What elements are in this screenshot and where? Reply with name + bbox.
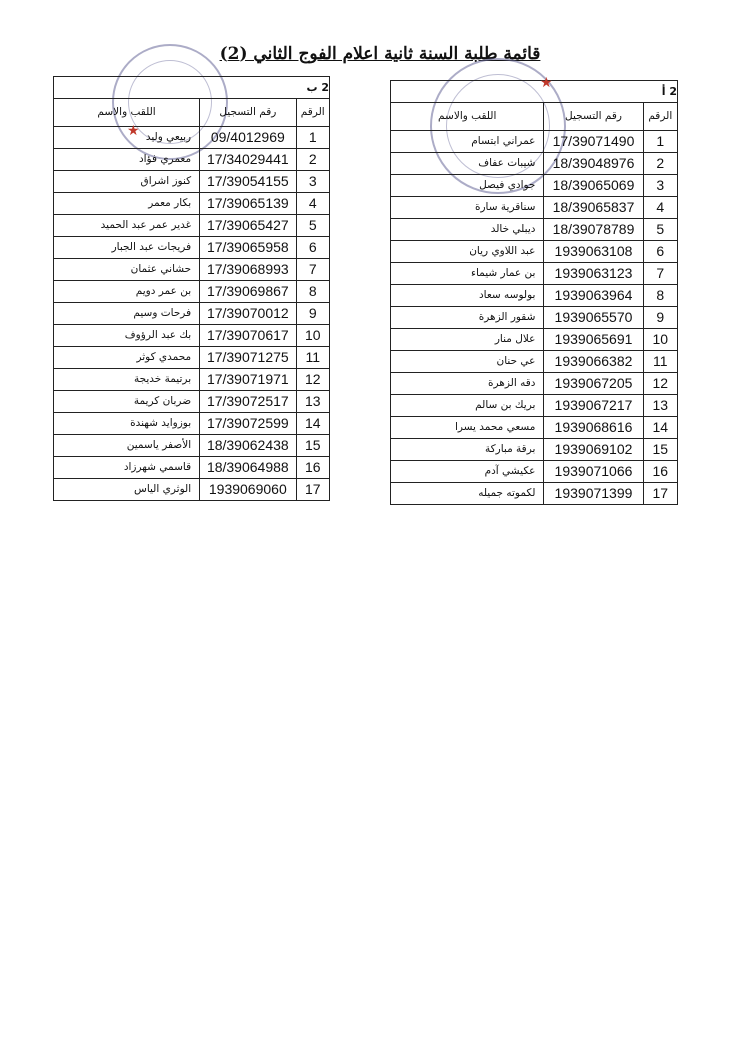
student-name: بن عمر دويم bbox=[54, 281, 200, 303]
student-name: بن عمار شيماء bbox=[391, 263, 544, 285]
group-label: 2 أ bbox=[391, 81, 678, 103]
table-row bbox=[391, 307, 678, 329]
student-name: بولوسه سعاد bbox=[391, 285, 544, 307]
student-name: شيبات عفاف bbox=[391, 153, 544, 175]
row-number: 5 bbox=[296, 215, 329, 237]
row-number: 12 bbox=[643, 373, 677, 395]
row-number: 11 bbox=[643, 351, 677, 373]
registration-number: 1939065570 bbox=[544, 307, 643, 329]
row-number: 2 bbox=[643, 153, 677, 175]
row-number: 13 bbox=[643, 395, 677, 417]
table-row bbox=[391, 395, 678, 417]
student-name: لكموته جميله bbox=[391, 483, 544, 505]
registration-number: 1939067205 bbox=[544, 373, 643, 395]
registration-number: 1939071399 bbox=[544, 483, 643, 505]
header-registration: رقم التسجيل bbox=[544, 103, 643, 131]
table-row bbox=[54, 237, 330, 259]
student-name: غدير عمر عبد الحميد bbox=[54, 215, 200, 237]
table-row bbox=[54, 435, 330, 457]
table-row bbox=[54, 303, 330, 325]
header-name: اللقب والاسم bbox=[391, 103, 544, 131]
registration-number: 1939065691 bbox=[544, 329, 643, 351]
registration-number: 18/39064988 bbox=[200, 457, 296, 479]
star-icon: ★ bbox=[540, 75, 553, 91]
table-row bbox=[391, 483, 678, 505]
registration-number: 17/39071490 bbox=[544, 131, 643, 153]
registration-number: 17/39069867 bbox=[200, 281, 296, 303]
table-row bbox=[391, 285, 678, 307]
table-row bbox=[54, 171, 330, 193]
table-row bbox=[54, 479, 330, 501]
student-name: عبد اللاوي ريان bbox=[391, 241, 544, 263]
registration-number: 17/39070012 bbox=[200, 303, 296, 325]
table-row bbox=[54, 347, 330, 369]
student-name: محمدي كوثر bbox=[54, 347, 200, 369]
registration-number: 09/4012969 bbox=[200, 127, 296, 149]
student-name: بريك بن سالم bbox=[391, 395, 544, 417]
page-title: قائمة طلبة السنة ثانية اعلام الفوج الثاني (2) bbox=[219, 44, 541, 64]
row-number: 13 bbox=[296, 391, 329, 413]
row-number: 10 bbox=[643, 329, 677, 351]
student-name: برقة مباركة bbox=[391, 439, 544, 461]
registration-number: 17/39054155 bbox=[200, 171, 296, 193]
row-number: 10 bbox=[296, 325, 329, 347]
group-a-table bbox=[390, 80, 678, 505]
table-row bbox=[54, 259, 330, 281]
table-row bbox=[391, 241, 678, 263]
registration-number: 17/34029441 bbox=[200, 149, 296, 171]
table-row bbox=[54, 391, 330, 413]
registration-number: 18/39065069 bbox=[544, 175, 643, 197]
row-number: 9 bbox=[643, 307, 677, 329]
table-row bbox=[54, 127, 330, 149]
table-row bbox=[391, 373, 678, 395]
row-number: 15 bbox=[643, 439, 677, 461]
registration-number: 1939071066 bbox=[544, 461, 643, 483]
student-name: بك عبد الرؤوف bbox=[54, 325, 200, 347]
student-name: كنوز اشراق bbox=[54, 171, 200, 193]
table-row bbox=[391, 417, 678, 439]
registration-number: 17/39065139 bbox=[200, 193, 296, 215]
student-name: قاسمي شهرزاد bbox=[54, 457, 200, 479]
student-name: علال منار bbox=[391, 329, 544, 351]
group-label: 2 ب bbox=[54, 77, 330, 99]
student-name: مسعي محمد يسرا bbox=[391, 417, 544, 439]
group-b-table bbox=[53, 76, 330, 501]
header-name: اللقب والاسم bbox=[54, 99, 200, 127]
registration-number: 1939068616 bbox=[544, 417, 643, 439]
row-number: 1 bbox=[296, 127, 329, 149]
table-row bbox=[391, 175, 678, 197]
table-row bbox=[54, 281, 330, 303]
row-number: 6 bbox=[643, 241, 677, 263]
table-row bbox=[54, 369, 330, 391]
registration-number: 1939066382 bbox=[544, 351, 643, 373]
student-name: ضربان كريمة bbox=[54, 391, 200, 413]
table-row bbox=[391, 131, 678, 153]
row-number: 12 bbox=[296, 369, 329, 391]
student-name: عي حنان bbox=[391, 351, 544, 373]
registration-number: 17/39065958 bbox=[200, 237, 296, 259]
table-row bbox=[391, 219, 678, 241]
table-row bbox=[54, 413, 330, 435]
student-name: شقور الزهرة bbox=[391, 307, 544, 329]
student-name: فريجات عبد الجبار bbox=[54, 237, 200, 259]
table-row bbox=[391, 153, 678, 175]
student-name: الأصفر ياسمين bbox=[54, 435, 200, 457]
student-name: ديبلي خالد bbox=[391, 219, 544, 241]
registration-number: 18/39048976 bbox=[544, 153, 643, 175]
registration-number: 1939063964 bbox=[544, 285, 643, 307]
table-row bbox=[54, 325, 330, 347]
row-number: 14 bbox=[643, 417, 677, 439]
registration-number: 17/39071971 bbox=[200, 369, 296, 391]
registration-number: 1939069102 bbox=[544, 439, 643, 461]
registration-number: 17/39068993 bbox=[200, 259, 296, 281]
row-number: 15 bbox=[296, 435, 329, 457]
row-number: 17 bbox=[643, 483, 677, 505]
registration-number: 1939063123 bbox=[544, 263, 643, 285]
table-row bbox=[391, 263, 678, 285]
student-name: برتيمة خديجة bbox=[54, 369, 200, 391]
student-name: جوادي فيصل bbox=[391, 175, 544, 197]
row-number: 16 bbox=[296, 457, 329, 479]
row-number: 1 bbox=[643, 131, 677, 153]
row-number: 17 bbox=[296, 479, 329, 501]
registration-number: 17/39072599 bbox=[200, 413, 296, 435]
row-number: 6 bbox=[296, 237, 329, 259]
header-number: الرقم bbox=[643, 103, 677, 131]
registration-number: 18/39078789 bbox=[544, 219, 643, 241]
registration-number: 1939067217 bbox=[544, 395, 643, 417]
table-row bbox=[391, 197, 678, 219]
student-name: سناقرية سارة bbox=[391, 197, 544, 219]
row-number: 14 bbox=[296, 413, 329, 435]
registration-number: 17/39072517 bbox=[200, 391, 296, 413]
registration-number: 17/39071275 bbox=[200, 347, 296, 369]
table-row bbox=[54, 149, 330, 171]
table-row bbox=[391, 439, 678, 461]
student-name: ربيعي وليد bbox=[54, 127, 200, 149]
table-header-row bbox=[391, 103, 678, 131]
student-name: عمراني ابتسام bbox=[391, 131, 544, 153]
registration-number: 18/39062438 bbox=[200, 435, 296, 457]
registration-number: 1939063108 bbox=[544, 241, 643, 263]
table-row bbox=[54, 457, 330, 479]
row-number: 7 bbox=[296, 259, 329, 281]
table-row bbox=[54, 193, 330, 215]
student-name: بكار معمر bbox=[54, 193, 200, 215]
student-name: دقه الزهرة bbox=[391, 373, 544, 395]
row-number: 5 bbox=[643, 219, 677, 241]
row-number: 4 bbox=[643, 197, 677, 219]
row-number: 8 bbox=[296, 281, 329, 303]
registration-number: 17/39065427 bbox=[200, 215, 296, 237]
student-name: بوزوايد شهندة bbox=[54, 413, 200, 435]
row-number: 3 bbox=[643, 175, 677, 197]
table-row bbox=[391, 329, 678, 351]
table-row bbox=[391, 461, 678, 483]
row-number: 4 bbox=[296, 193, 329, 215]
star-icon: ★ bbox=[127, 123, 140, 139]
student-name: فرحات وسيم bbox=[54, 303, 200, 325]
registration-number: 1939069060 bbox=[200, 479, 296, 501]
header-registration: رقم التسجيل bbox=[200, 99, 296, 127]
row-number: 2 bbox=[296, 149, 329, 171]
row-number: 9 bbox=[296, 303, 329, 325]
registration-number: 18/39065837 bbox=[544, 197, 643, 219]
student-name: الوثري الياس bbox=[54, 479, 200, 501]
row-number: 8 bbox=[643, 285, 677, 307]
student-name: عكيشي آدم bbox=[391, 461, 544, 483]
table-header-row bbox=[54, 99, 330, 127]
registration-number: 17/39070617 bbox=[200, 325, 296, 347]
row-number: 3 bbox=[296, 171, 329, 193]
student-name: حشاني عثمان bbox=[54, 259, 200, 281]
student-name: معمري فؤاد bbox=[54, 149, 200, 171]
header-number: الرقم bbox=[296, 99, 329, 127]
table-row bbox=[391, 351, 678, 373]
row-number: 11 bbox=[296, 347, 329, 369]
row-number: 7 bbox=[643, 263, 677, 285]
row-number: 16 bbox=[643, 461, 677, 483]
table-row bbox=[54, 215, 330, 237]
